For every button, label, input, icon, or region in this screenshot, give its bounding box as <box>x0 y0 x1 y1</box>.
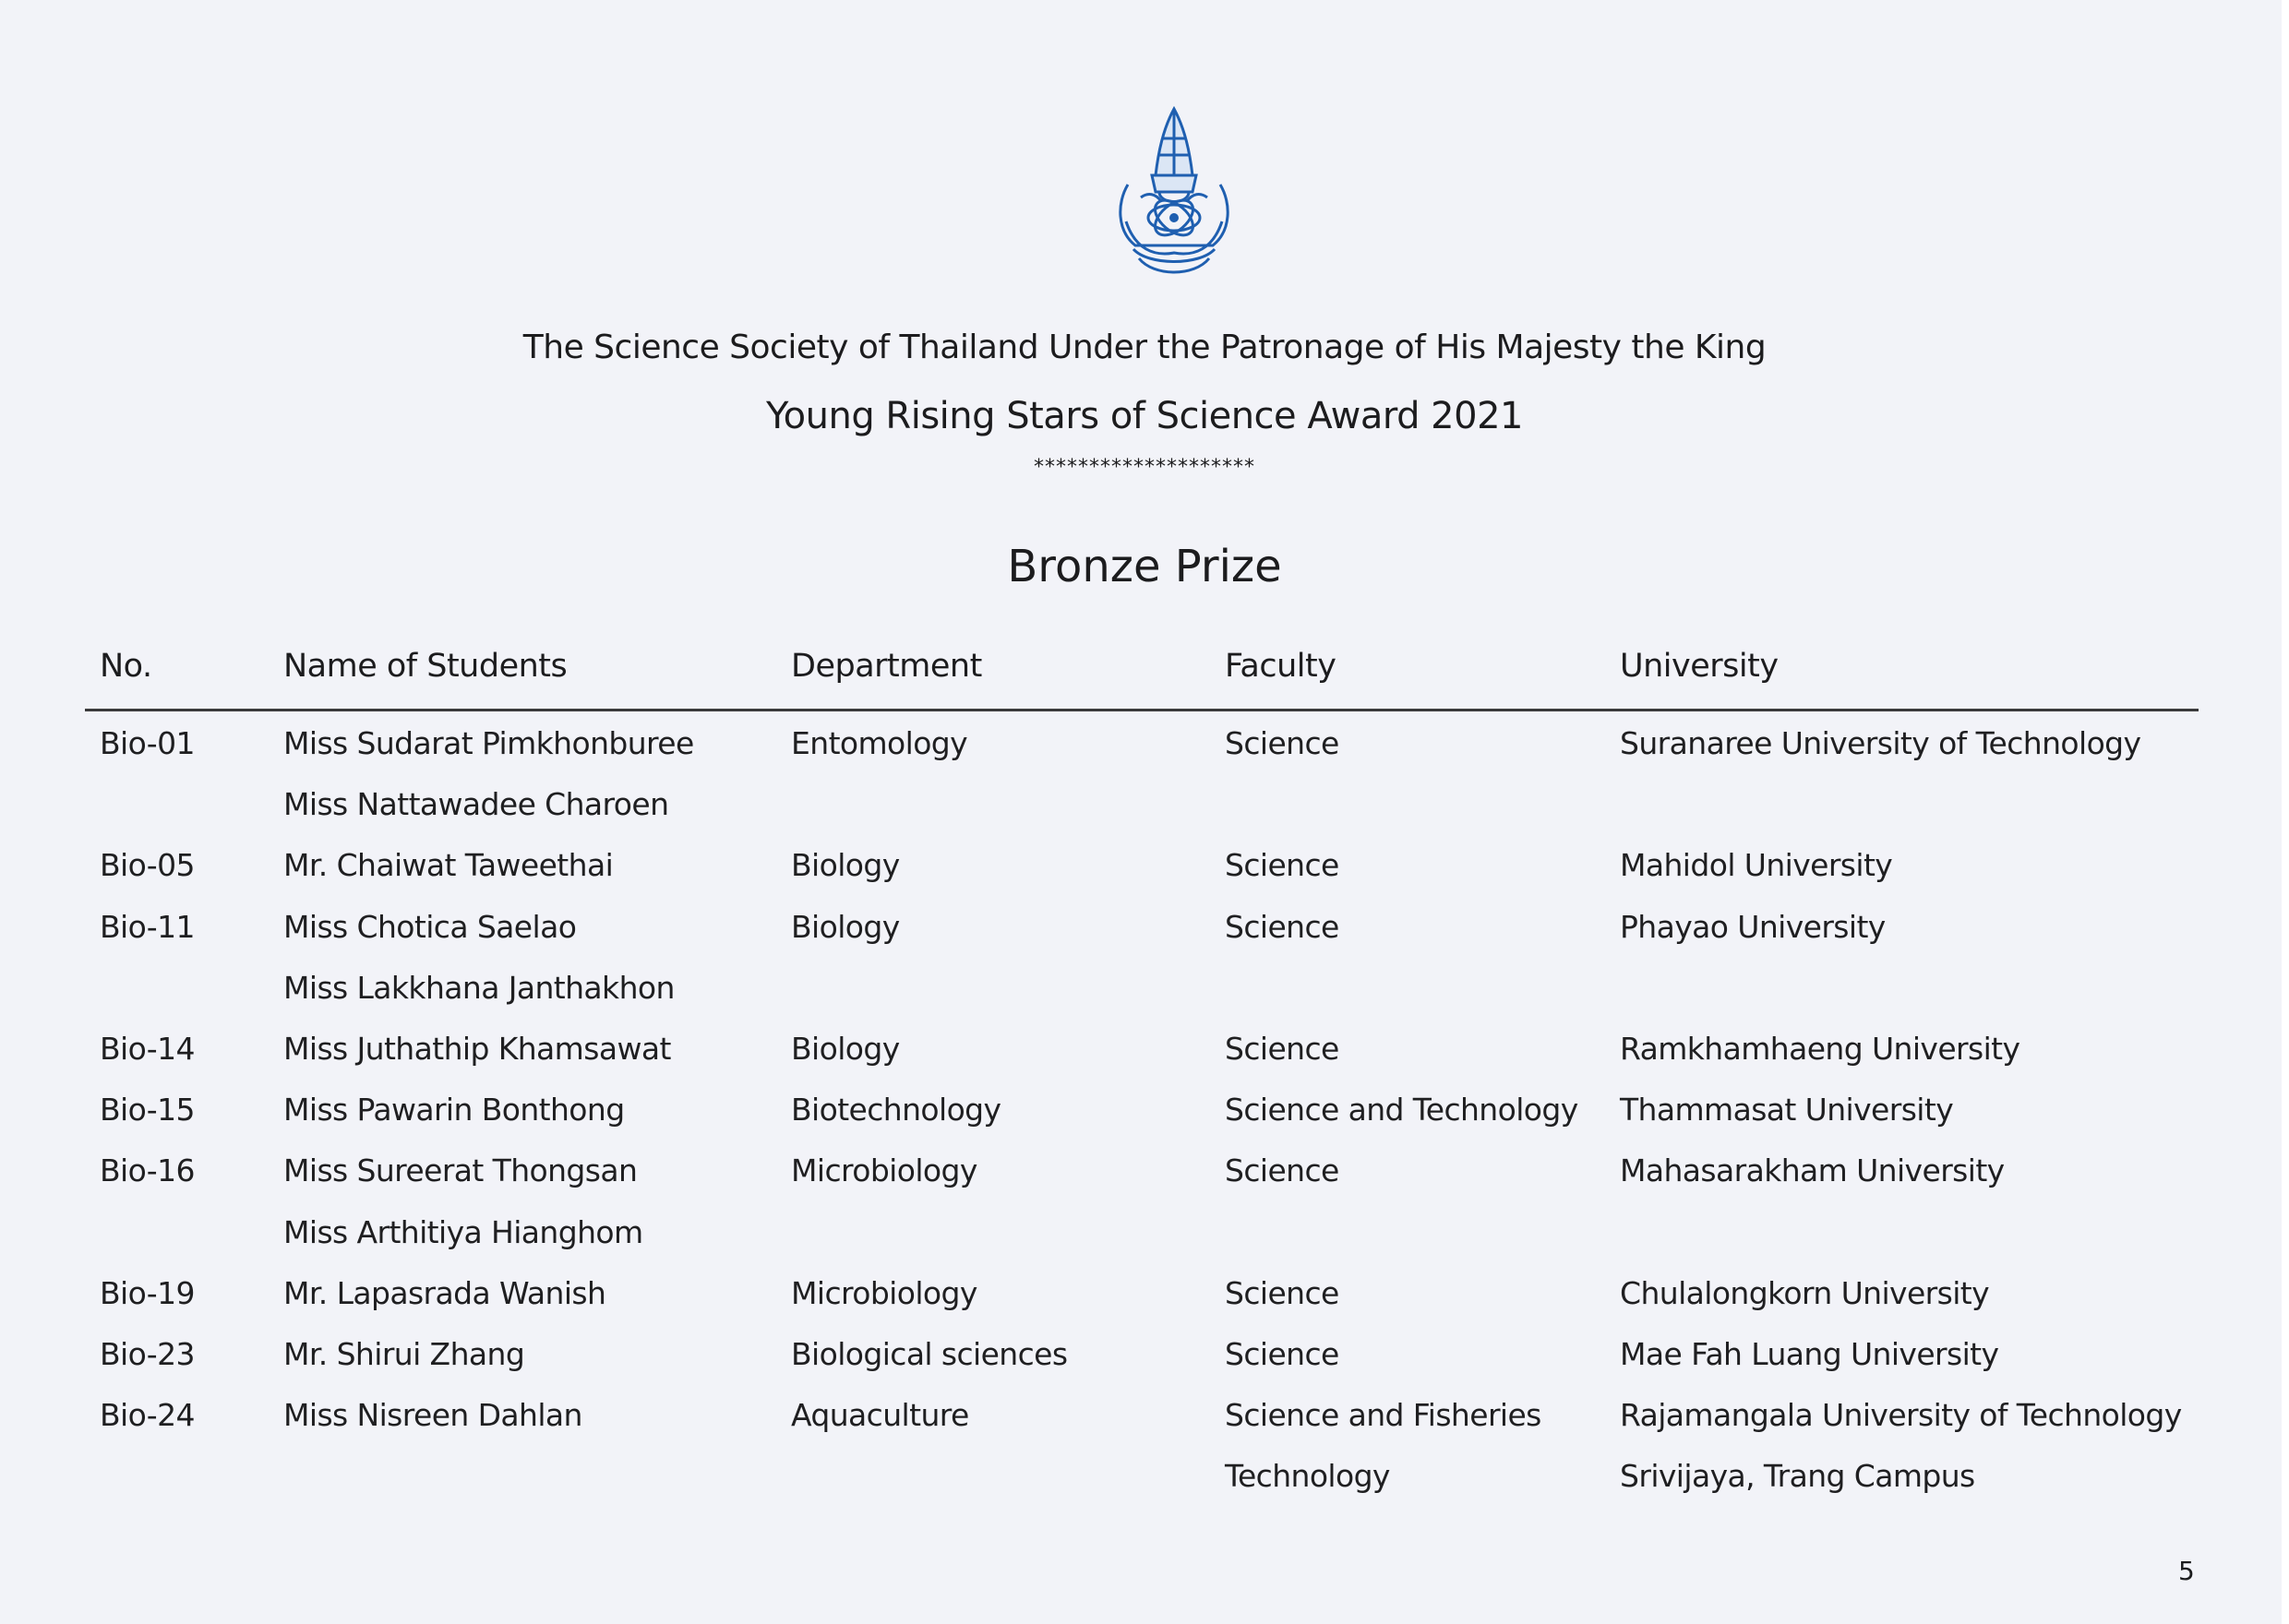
header-divider <box>85 709 2199 711</box>
table-row <box>85 909 2199 970</box>
cell-name: Miss Nattawadee Charoen <box>283 786 669 823</box>
award-title: Young Rising Stars of Science Award 2021 <box>766 395 1523 437</box>
cell-university: Suranaree University of Technology <box>1620 725 2141 761</box>
cell-faculty: Science <box>1225 725 1339 761</box>
cell-department: Biology <box>791 847 900 884</box>
cell-faculty: Science and Technology <box>1225 1092 1578 1128</box>
cell-faculty: Science <box>1225 1152 1339 1189</box>
cell-name: Mr. Shirui Zhang <box>283 1336 525 1372</box>
cell-faculty: Science <box>1225 1336 1339 1372</box>
table-row <box>85 1275 2199 1336</box>
cell-name: Mr. Lapasrada Wanish <box>283 1274 606 1311</box>
cell-no: Bio-16 <box>100 1152 195 1189</box>
table-row <box>85 1031 2199 1092</box>
cell-faculty: Science <box>1225 847 1339 884</box>
table-row <box>85 1458 2199 1519</box>
cell-university: Thammasat University <box>1620 1092 1954 1128</box>
cell-no: Bio-14 <box>100 1031 195 1067</box>
cell-university: Srivijaya, Trang Campus <box>1620 1458 1975 1495</box>
cell-university: Mae Fah Luang University <box>1620 1336 1999 1372</box>
cell-no: Bio-11 <box>100 908 195 945</box>
cell-name: Miss Lakkhana Janthakhon <box>283 969 675 1006</box>
table-row <box>85 1336 2199 1397</box>
table-row <box>85 970 2199 1031</box>
cell-university: Mahasarakham University <box>1620 1152 2005 1189</box>
cell-university: Chulalongkorn University <box>1620 1274 1990 1311</box>
column-header-university: University <box>1620 648 1779 685</box>
cell-name: Miss Chotica Saelao <box>283 908 577 945</box>
cell-no: Bio-01 <box>100 725 195 761</box>
science-society-emblem-icon <box>1108 102 1240 286</box>
column-header-no: No. <box>100 648 152 685</box>
table-row <box>85 786 2199 847</box>
cell-university: Phayao University <box>1620 908 1886 945</box>
separator: ******************** <box>1034 456 1255 479</box>
page-number: 5 <box>2178 1556 2195 1586</box>
cell-faculty: Technology <box>1225 1458 1390 1495</box>
cell-name: Miss Sureerat Thongsan <box>283 1152 638 1189</box>
column-header-name: Name of Students <box>283 648 568 685</box>
cell-no: Bio-15 <box>100 1092 195 1128</box>
table-header <box>85 648 2199 703</box>
cell-department: Microbiology <box>791 1152 977 1189</box>
cell-university: Rajamangala University of Technology <box>1620 1397 2182 1434</box>
organization-name: The Science Society of Thailand Under the Patronage of His Majesty the King <box>522 328 1767 366</box>
cell-name: Mr. Chaiwat Taweethai <box>283 847 614 884</box>
cell-department: Biological sciences <box>791 1336 1068 1372</box>
cell-department: Biotechnology <box>791 1092 1001 1128</box>
cell-no: Bio-19 <box>100 1274 195 1311</box>
table-row <box>85 1214 2199 1275</box>
page-edge <box>2282 0 2289 1624</box>
cell-faculty: Science and Fisheries <box>1225 1397 1541 1434</box>
cell-department: Aquaculture <box>791 1397 969 1434</box>
cell-university: Mahidol University <box>1620 847 1893 884</box>
column-header-department: Department <box>791 648 982 685</box>
section-title: Bronze Prize <box>1007 541 1282 592</box>
cell-no: Bio-05 <box>100 847 195 884</box>
cell-name: Miss Arthitiya Hianghom <box>283 1213 643 1250</box>
cell-faculty: Science <box>1225 1031 1339 1067</box>
cell-faculty: Science <box>1225 908 1339 945</box>
awardees-table <box>85 648 2199 1495</box>
cell-university: Ramkhamhaeng University <box>1620 1031 2020 1067</box>
cell-department: Biology <box>791 1031 900 1067</box>
cell-department: Biology <box>791 908 900 945</box>
cell-name: Miss Pawarin Bonthong <box>283 1092 625 1128</box>
cell-no: Bio-23 <box>100 1336 195 1372</box>
table-row <box>85 847 2199 908</box>
table-row <box>85 1152 2199 1213</box>
cell-department: Microbiology <box>791 1274 977 1311</box>
cell-name: Miss Juthathip Khamsawat <box>283 1031 671 1067</box>
cell-faculty: Science <box>1225 1274 1339 1311</box>
cell-name: Miss Nisreen Dahlan <box>283 1397 582 1434</box>
cell-name: Miss Sudarat Pimkhonburee <box>283 725 694 761</box>
table-row <box>85 1092 2199 1152</box>
cell-department: Entomology <box>791 725 968 761</box>
table-row <box>85 725 2199 786</box>
table-row <box>85 1397 2199 1458</box>
cell-no: Bio-24 <box>100 1397 195 1434</box>
column-header-faculty: Faculty <box>1225 648 1336 685</box>
